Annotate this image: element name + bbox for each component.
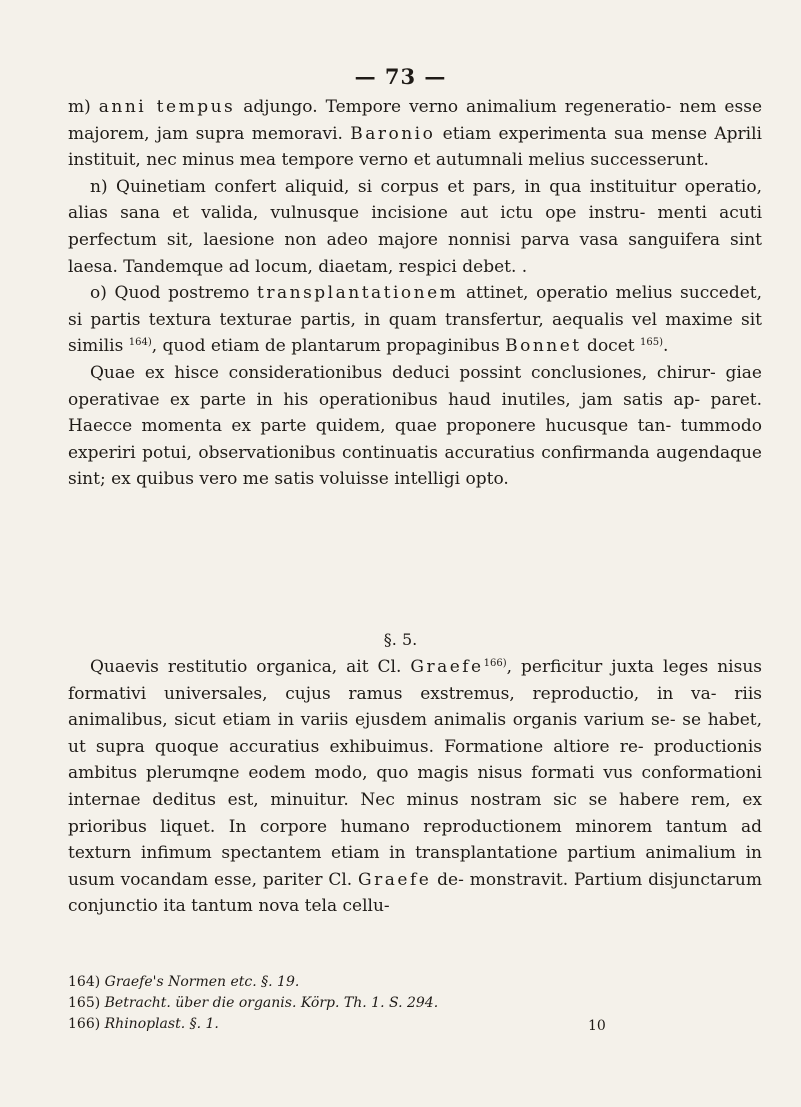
paragraph-m: m) anni tempus adjungo. Tempore verno animalium regeneratio- nem esse majorem, jam supra memoravi. Baronio etiam experimenta sua mense Aprili instituit, nec minus mea tempore verno et autumnali melius successerunt. <box>68 97 763 171</box>
footnote-ref: 165) <box>640 337 663 349</box>
footnote-ref: 166) <box>483 658 507 669</box>
spaced-phrase: anni tempus <box>98 97 236 117</box>
page-number-header: — 73 — <box>354 64 447 89</box>
author-name: Bonnet <box>505 336 582 357</box>
footnotes <box>68 972 668 1035</box>
paragraph-n: n) Quinetiam confert aliquid, si corpus et pars, in qua instituitur operatio, alias sana et valida, vulnusque incisione aut ictu ope instru- menti acuti perfectum sit, laesione non adeo majore nonnisi parva vasa sanguifera sint laesa. Tandemque ad locum, diaetam, respici debet. . <box>68 176 762 277</box>
paragraph-conclusion: Quae ex hisce considerationibus deduci possint conclusiones, chirur- giae operativae ex parte in his operationibus haud inutiles, jam satis ap- paret. Haecce momenta ex parte quidem, quae proponere hucusque tan- tummodo experiri potui, observationibus continuatis accuratius confirmanda augendaque sint; ex quibus vero me satis voluisse intelligi opto. <box>68 362 762 490</box>
section-heading: §. 5. <box>383 630 418 649</box>
paragraph-section-5: Quaevis restitutio organica, ait Cl. Graefe$^{166)}$, perficitur juxta leges nisus formativi universales, cujus ramus exstremus, reproductio, in va- riis animalibus, sicut etiam in variis ejusdem animalis organis varium se- se habet, ut supra quoque accuratius exhibuimus. Formatione altiore re- productionis ambitus plerumqne eodem modo, quo magis nisus formati vus conformationi internae deditus est, minuitur. Nec minus nostram sic se habere rem, ex prioribus liquet. In corpore humano reproductionem minorem tantum ad texturn infimum spectantem etiam in transplantatione partium animalium in usum vocandam esse, pariter Cl. Graefe de- monstravit. Partium disjunctarum conjunctio ita tantum nova tela cellu- <box>68 657 763 917</box>
signature-mark: 10 <box>588 1018 606 1034</box>
footnote: 165) Betracht. über die organis. Körp. Th. 1. S. 294. <box>68 995 439 1011</box>
author-name: Baronio <box>350 123 436 144</box>
footnote-ref: 164) <box>128 337 152 349</box>
body-text-section <box>68 654 762 920</box>
author-name: Graefe <box>358 869 432 890</box>
author-name: Graefe <box>410 657 484 677</box>
footnote: 164) Graefe's Normen etc. §. 19. <box>68 974 300 990</box>
spaced-phrase: transplantationem <box>257 283 459 304</box>
footnote: 166) Rhinoplast. §. 1. <box>68 1016 219 1032</box>
paragraph-o: o) Quod postremo transplantationem attinet, operatio melius succedet, si partis textura texturae partis, in quam transfertur, aequalis vel maxime sit similis $^{164)}$, quod etiam de plantarum propaginibus Bonnet docet $^{165)}$. <box>68 283 762 357</box>
body-text-top <box>68 94 762 493</box>
